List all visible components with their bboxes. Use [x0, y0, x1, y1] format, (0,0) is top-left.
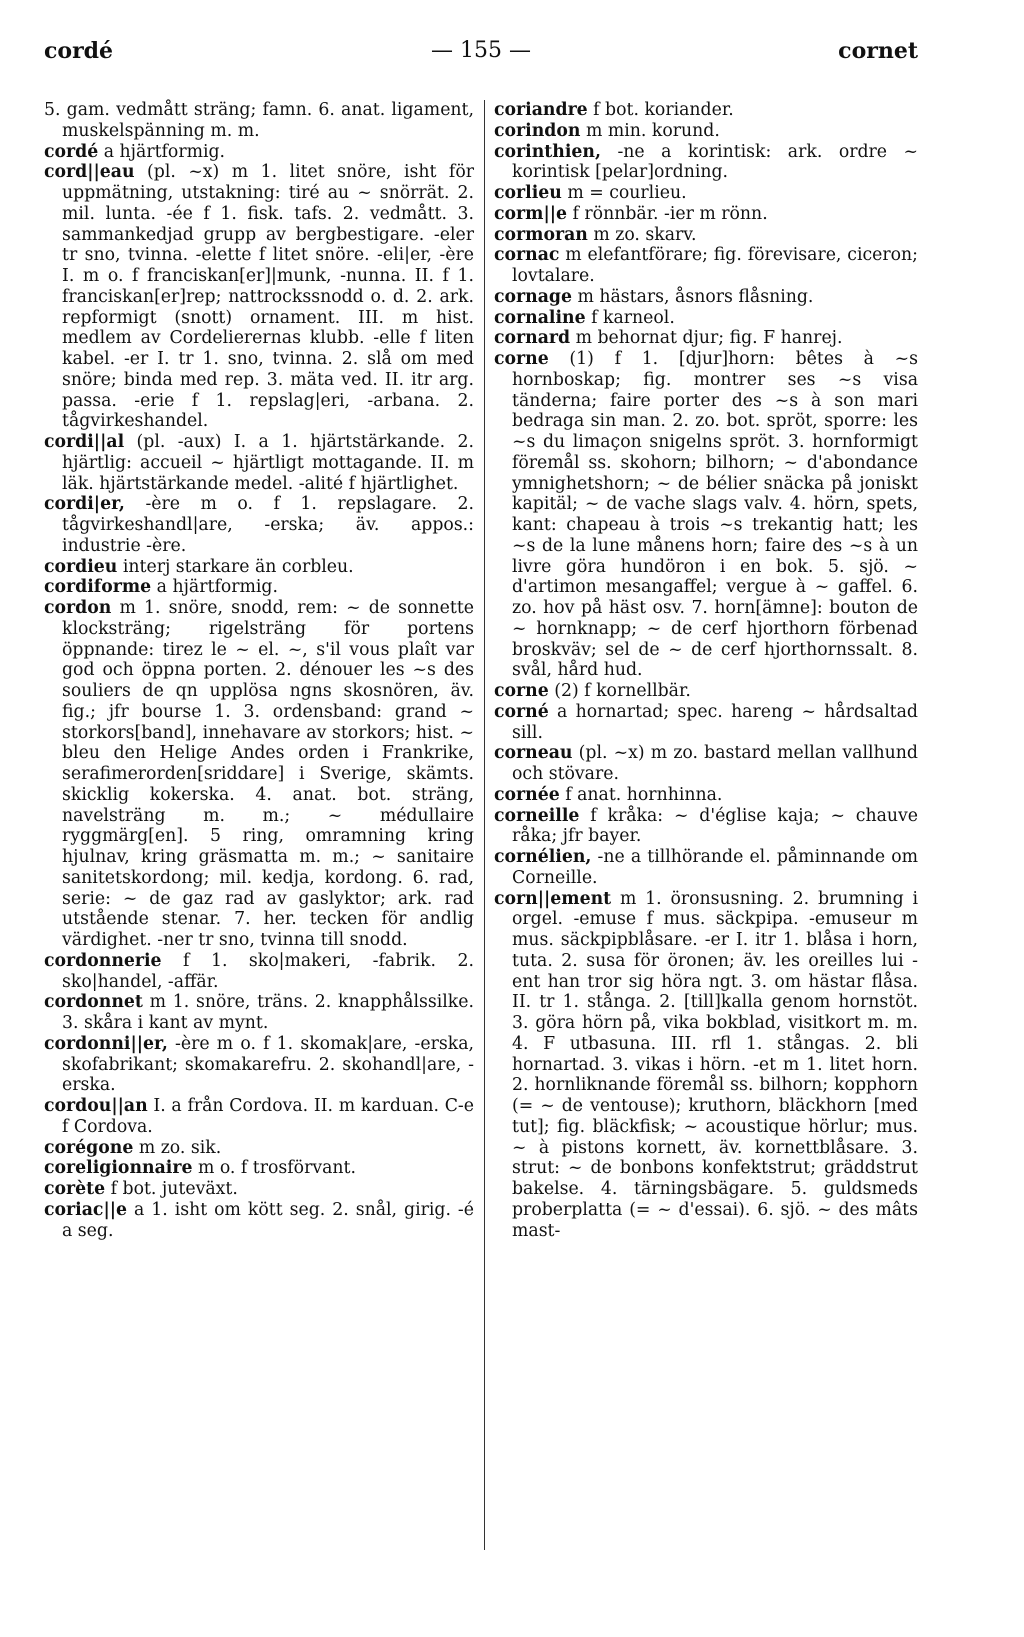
right-column: [494, 100, 918, 1241]
dict-entry: cornée f anat. hornhinna.: [494, 784, 723, 805]
page-header: [44, 38, 918, 78]
dict-entry: cordonni||er, -ère m o. f 1. skomak|are, -erska, skofabrikant; skomakarefru. 2. skohandl|are, -erska.: [44, 1033, 474, 1096]
headword: corinthien,: [494, 141, 601, 162]
headword: cordi|er,: [44, 494, 125, 515]
dict-entry: cornélien, -ne a tillhörande el. påminnande om Corneille.: [494, 847, 918, 888]
headword: corm||e: [494, 203, 568, 224]
dict-entry: cornac m elefantförare; fig. förevisare, ciceron; lovtalare.: [494, 245, 918, 286]
headword: cordé: [44, 141, 99, 162]
dict-entry: cordonnerie f 1. sko|makeri, -fabrik. 2. sko|handel, -affär.: [44, 950, 474, 992]
headword: cordonnerie: [44, 950, 162, 971]
dict-entry: corné a hornartad; spec. hareng ~ hårdsaltad sill.: [494, 701, 918, 743]
headword: corégone: [44, 1137, 134, 1158]
dict-entry: corne (1) f 1. [djur]horn: bêtes à ~s hornboskap; fig. montrer ses ~s visa tänderna; faire porter des ~s à son mari bedraga sin man. 2. zo. bot. spröt, sporre: les ~s du limaçon snigelns spröt. 3. hornformigt föremål ss. skohorn; bilhorn; ~ d'abondance ymnighetshorn; ~ de bélier snäcka på joniskt kapitäl; ~ de vache slags valv. 4. hörn, spets, kant: chapeau à trois ~s trekantig hatt; les ~s de la lune månens horn; faire des ~s à un livre göra hundöron i en bok. 5. sjö. ~ d'artimon mesangaffel; vergue à ~ gaffel. 6. zo. hov på häst osv. 7. horn[ämne]: bouton de ~ hornknapp; ~ de cerf hjorthorn förbenad broskväv; sel de ~ de cerf hjorthornssalt. 8. svål, hård hud.: [494, 349, 918, 681]
dict-entry: 5. gam. vedmått sträng; famn. 6. anat. ligament, muskelspänning m. m.: [44, 100, 474, 141]
dict-entry: corinthien, -ne a korintisk: ark. ordre ~ korintisk [pelar]ordning.: [494, 141, 918, 183]
headword: cordon: [44, 598, 112, 618]
header-right-guideword: cornet: [838, 38, 918, 64]
headword: cornage: [494, 286, 572, 307]
headword: cordonnet: [44, 992, 143, 1013]
headword: corné: [494, 701, 549, 722]
dict-entry: cormoran m zo. skarv.: [494, 224, 697, 245]
dict-entry: cordi||al (pl. -aux) I. a 1. hjärtstärkande. 2. hjärtlig: accueil ~ hjärtligt mottagande. II. m läk. hjärtstärkande medel. -alité f hjärtlighet.: [44, 432, 474, 494]
dict-entry: corégone m zo. sik.: [44, 1137, 222, 1158]
page-number: — 155 —: [431, 38, 531, 63]
headword: coriac||e: [44, 1199, 128, 1220]
headword: cordiforme: [44, 577, 152, 598]
headword: cornaline: [494, 307, 586, 328]
dict-entry: corn||ement m 1. öronsusning. 2. brumning i orgel. -emuse f mus. säckpipa. -emuseur m mus. säckpipblåsare. -er I. itr 1. blåsa i horn, tuta. 2. susa för öronen; äv. les oreilles lui -ent han tror sig höra ngt. 3. om hästar flåsa. II. tr 1. stånga. 2. [till]kalla genom hornstöt. 3. göra hörn på, vika bokblad, visitkort m. m. 4. F utbasuna. III. rfl 1. stångas. 2. bli hornartad. 3. vikas i hörn. -et m 1. litet horn. 2. hornliknande föremål ss. bilhorn; kopphorn (= ~ de ventouse); kruthorn, bläckhorn [med tut]; fig. bläckfisk; ~ acoustique hörlur; mus. ~ à pistons kornett, äv. kornettblåsare. 3. strut: ~ de bonbons konfektstrut; gräddstrut bakelse. 4. tärningsbägare. 5. guldsmeds proberplatta (= ~ d'essai). 6. sjö. ~ des mâts mast-: [494, 888, 918, 1241]
headword: coriandre: [494, 100, 588, 120]
headword: cordonni||er,: [44, 1033, 168, 1054]
dict-entry: corlieu m = courlieu.: [494, 183, 687, 203]
dict-entry: cordieu interj starkare än corbleu.: [44, 556, 354, 577]
column-divider: [484, 100, 485, 1550]
dict-entry: corne (2) f kornellbär.: [494, 681, 691, 701]
dict-entry: corindon m min. korund.: [494, 120, 720, 141]
dict-entry: coreligionnaire m o. f trosförvant.: [44, 1158, 356, 1179]
headword: corindon: [494, 120, 581, 141]
headword: corlieu: [494, 183, 562, 203]
dict-entry: corneau (pl. ~x) m zo. bastard mellan vallhund och stövare.: [494, 743, 918, 784]
dict-entry: cordé a hjärtformig.: [44, 141, 226, 162]
left-column: [44, 100, 474, 1241]
headword: cordi||al: [44, 432, 125, 452]
dict-entry: coriac||e a 1. isht om kött seg. 2. snål, girig. -é a seg.: [44, 1199, 474, 1241]
dict-entry: coriandre f bot. koriander.: [494, 100, 734, 120]
headword: cordou||an: [44, 1096, 148, 1116]
dict-entry: cordiforme a hjärtformig.: [44, 577, 278, 598]
headword: coreligionnaire: [44, 1158, 193, 1179]
header-left-guideword: cordé: [44, 38, 114, 64]
dict-entry: cornaline f karneol.: [494, 307, 675, 328]
headword: cornard: [494, 328, 571, 349]
headword: corète: [44, 1179, 106, 1199]
dict-entry: cornard m behornat djur; fig. F hanrej.: [494, 328, 843, 349]
headword: corn||ement: [494, 888, 612, 909]
headword: corne: [494, 349, 549, 369]
dict-entry: cornage m hästars, åsnors flåsning.: [494, 286, 814, 307]
headword: cordieu: [44, 556, 118, 577]
headword: corneau: [494, 743, 573, 764]
headword: cornac: [494, 245, 560, 266]
dict-entry: corm||e f rönnbär. -ier m rönn.: [494, 203, 768, 224]
dict-entry: cordou||an I. a från Cordova. II. m karduan. C-e f Cordova.: [44, 1096, 474, 1137]
dict-entry: cordonnet m 1. snöre, träns. 2. knapphålssilke. 3. skåra i kant av mynt.: [44, 992, 474, 1033]
headword: cormoran: [494, 224, 588, 245]
dict-entry: cordon m 1. snöre, snodd, rem: ~ de sonnette klocksträng; rigelsträng för portens öppnande: tirez le ~ el. ~, s'il vous plaît var god och öppna porten. 2. dénouer les ~s des souliers de qn upplösa ngns skosnören, äv. fig.; jfr bourse 1. 3. ordensband: grand ~ storkors[band], innehavare av storkors; hist. ~ bleu den Helige Andes orden i Frankrike, serafimerorden[sriddare] i Sverige, skämts. skicklig kokerska. 4. anat. bot. sträng, navelsträng m. m.; ~ médullaire ryggmärg[en]. 5 ring, omramning kring hjulnav, kring gräsmatta m. m.; ~ sanitaire sanitetskordong; mil. kedja, kordong. 6. rad, serie: ~ de gaz rad av gaslyktor; ark. rad utstående stenar. 7. her. tecken för andlig värdighet. -ner tr sno, tvinna till snodd.: [44, 598, 474, 950]
dict-entry: cord||eau (pl. ~x) m 1. litet snöre, isht för uppmätning, utstakning: tiré au ~ snörrät. 2. mil. lunta. -ée f 1. fisk. tafs. 2. vedmått. 3. sammankedjad grupp av bergbestigare. -eler tr sno, tvinna. -elette f litet snöre. -eli|er, -ère I. m o. f franciskan[er]|munk, -nunna. II. f 1. franciskan[er]rep; nattrockssnodd o. d. 2. ark. repformigt (snott) ornament. III. m hist. medlem av Cordelierernas klubb. -elle f liten kabel. -er I. tr 1. sno, tvinna. 2. slå om med snöre; binda med rep. 3. mäta ved. II. itr arg. passa. -erie f 1. repslag|eri, -arbana. 2. tågvirkeshandel.: [44, 162, 474, 432]
dict-entry: corète f bot. juteväxt.: [44, 1179, 238, 1199]
headword: cornélien,: [494, 847, 592, 867]
dict-entry: corneille f kråka: ~ d'église kaja; ~ chauve råka; jfr bayer.: [494, 805, 918, 847]
headword: corne: [494, 681, 549, 701]
headword: cornée: [494, 784, 560, 805]
headword: cord||eau: [44, 162, 135, 183]
dict-entry: cordi|er, -ère m o. f 1. repslagare. 2. tågvirkeshandl|are, -erska; äv. appos.: industrie -ère.: [44, 494, 474, 556]
headword: corneille: [494, 805, 580, 826]
